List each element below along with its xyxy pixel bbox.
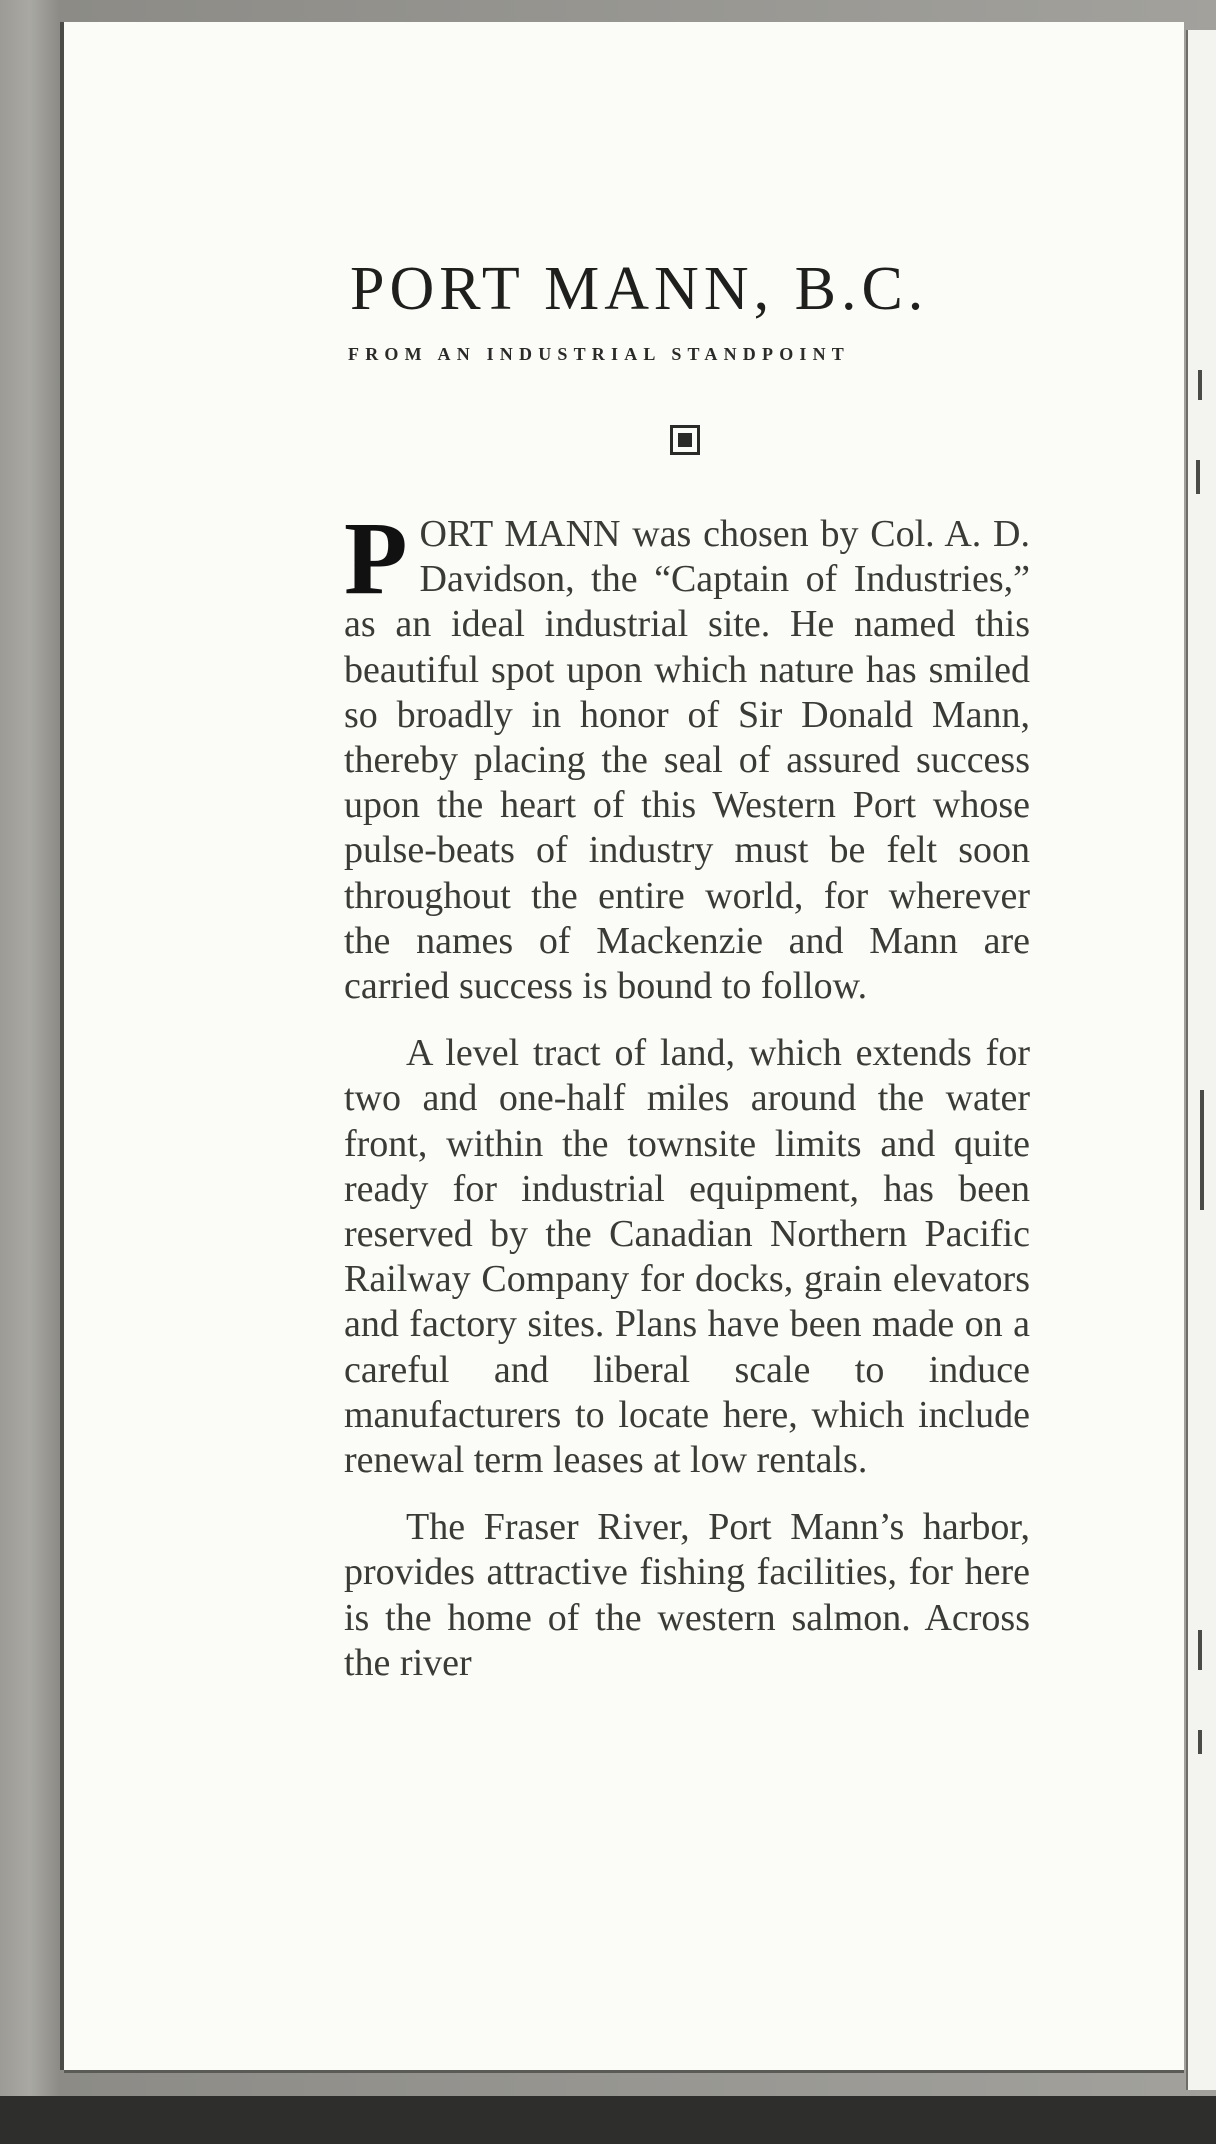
drop-cap: P [344,501,408,616]
paragraph-2: A level tract of land, which extends for two and one-half miles around the water front, within the townsite limits and quite ready for industrial equipment, has been reserved by the Canadian Northern Pacific Railway Company for docks, grain elevators and factory sites. Plans have been made on a careful and liberal scale to induce manufacturers to locate here, which include renewal term leases at low rentals. [344,1032,1030,1482]
page-subtitle: FROM AN INDUSTRIAL STANDPOINT [348,344,851,364]
edge-mark [1198,1630,1202,1670]
paragraph-3: The Fraser River, Port Mann’s harbor, provides attractive fishing facilities, for here is the home of the western salmon. Across the river [344,1506,1030,1684]
edge-mark [1198,1730,1202,1754]
edge-mark [1198,370,1202,400]
paragraph-1-text: ORT MANN was chosen by Col. A. D. Davidson, the “Captain of Industries,” as an ideal industrial site. He named this beautiful spot upon which nature has smiled so broadly in honor of Sir Donald Mann, thereby placing the seal of assured success upon the heart of this Western Port whose pulse-beats of industry must be felt soon throughout the entire world, for wherever the names of Mackenzie and Mann are carried success is bound to follow. [344,513,1030,1008]
adjacent-page-edge [1186,30,1216,2090]
edge-mark [1200,1090,1204,1210]
body-text [344,501,1030,1708]
page-title: PORT MANN, B.C. [350,255,929,323]
document-page [64,22,1184,2070]
square-ornament-icon [670,425,700,455]
paragraph-1 [344,501,1030,1009]
scanner-bottom-edge [0,2096,1216,2144]
edge-mark [1196,460,1200,494]
